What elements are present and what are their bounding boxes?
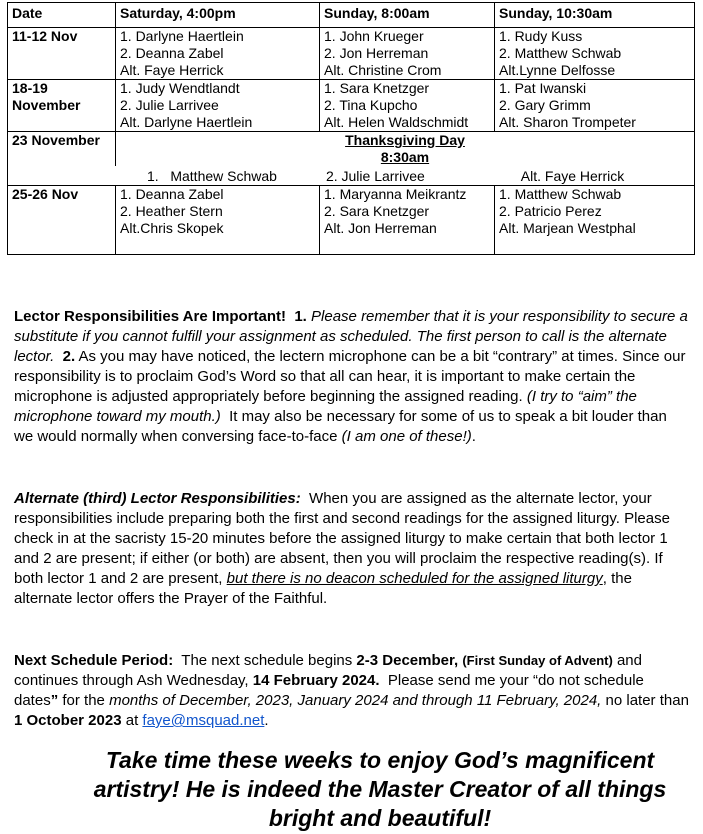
row-date: 18-19 November bbox=[8, 80, 116, 132]
sunday-1030am-readers: 1. Rudy Kuss 2. Matthew Schwab Alt.Lynne Delfosse bbox=[495, 28, 695, 80]
alternate-lector-paragraph: Alternate (third) Lector Responsibilities: When you are assigned as the alternate lector, your responsibilities include preparing both the first and second readings for the assigned liturgy. Please check in at the sacristy 15-20 minutes before the assigned liturgy to make certain that both lector 1 and 2 are present; if either (or both) are absent, then you will proclaim the respective reading(s). If both lector 1 and 2 are present, but there is no deacon scheduled for the assigned liturgy, the alternate lector offers the Prayer of the Faithful. bbox=[14, 490, 670, 607]
row-date: 11-12 Nov bbox=[8, 28, 116, 80]
sunday-8am-readers: 1. John Krueger 2. Jon Herreman Alt. Christine Crom bbox=[320, 28, 495, 80]
table-row bbox=[8, 28, 695, 80]
thanksgiving-reader-1: 1. Matthew Schwab bbox=[147, 168, 277, 184]
table-row bbox=[8, 186, 695, 255]
thanksgiving-row bbox=[8, 132, 695, 167]
thanksgiving-readers-row bbox=[8, 166, 695, 186]
sunday-1030am-readers: 1. Pat Iwanski 2. Gary Grimm Alt. Sharon Trompeter bbox=[495, 80, 695, 132]
thanksgiving-title: Thanksgiving Day bbox=[345, 132, 465, 148]
closing-message bbox=[60, 746, 700, 833]
header-sunday-1030am: Sunday, 10:30am bbox=[495, 3, 695, 28]
header-date: Date bbox=[8, 3, 116, 28]
thanksgiving-reader-alt: Alt. Faye Herrick bbox=[520, 168, 625, 184]
sunday-1030am-readers: 1. Matthew Schwab 2. Patricio Perez Alt. Marjean Westphal bbox=[495, 186, 695, 255]
paragraph-heading: Alternate (third) Lector Responsibilities: bbox=[14, 490, 301, 507]
thanksgiving-readers bbox=[8, 166, 695, 186]
saturday-readers: 1. Darlyne Haertlein 2. Deanna Zabel Alt. Faye Herrick bbox=[116, 28, 320, 80]
paragraph-heading: Lector Responsibilities Are Important! bbox=[14, 308, 286, 325]
underlined-phrase: but there is no deacon scheduled for the assigned liturgy bbox=[226, 570, 603, 587]
lector-responsibilities-paragraph: Lector Responsibilities Are Important! 1. Please remember that it is your responsibility to secure a substitute if you cannot fulfill your assignment as scheduled. The first person to call is the alternate lector. 2. As you may have noticed, the lectern microphone can be a bit “contrary” at times. Since our responsibility is to proclaim God’s Word so that all can hear, it is important to make certain the microphone is adjusted appropriately before beginning the assigned reading. (I try to “aim” the microphone toward my mouth.) It may also be necessary for some of us to speak a bit louder than we would normally when conversing face-to-face (I am one of these!). bbox=[14, 308, 688, 445]
paragraph-heading: Next Schedule Period: bbox=[14, 652, 174, 669]
email-link[interactable]: faye@msquad.net bbox=[142, 712, 265, 729]
sunday-8am-readers: 1. Maryanna Meikrantz 2. Sara Knetzger Alt. Jon Herreman bbox=[320, 186, 495, 255]
row-date: 25-26 Nov bbox=[8, 186, 116, 255]
closing-line: bright and beautiful! bbox=[268, 805, 492, 831]
sunday-8am-readers: 1. Sara Knetzger 2. Tina Kupcho Alt. Helen Waldschmidt bbox=[320, 80, 495, 132]
next-schedule-paragraph: Next Schedule Period: The next schedule begins 2-3 December, (First Sunday of Advent) and continues through Ash Wednesday, 14 February 2024. Please send me your “do not schedule dates” for the months of December, 2023, January 2024 and through 11 February, 2024, no later than 1 October 2023 at faye@msquad.net. bbox=[14, 652, 689, 729]
thanksgiving-time: 8:30am bbox=[380, 149, 430, 165]
closing-line: artistry! He is indeed the Master Creator of all things bbox=[93, 776, 667, 802]
header-saturday: Saturday, 4:00pm bbox=[116, 3, 320, 28]
header-sunday-8am: Sunday, 8:00am bbox=[320, 3, 495, 28]
lector-schedule-table bbox=[7, 2, 695, 255]
saturday-readers: 1. Judy Wendtlandt 2. Julie Larrivee Alt. Darlyne Haertlein bbox=[116, 80, 320, 132]
saturday-readers: 1. Deanna Zabel 2. Heather Stern Alt.Chris Skopek bbox=[116, 186, 320, 255]
table-row bbox=[8, 80, 695, 132]
thanksgiving-cell bbox=[116, 132, 695, 167]
thanksgiving-reader-2: 2. Julie Larrivee bbox=[325, 168, 425, 184]
row-date: 23 November bbox=[8, 132, 116, 167]
closing-line: Take time these weeks to enjoy God’s magnificent bbox=[105, 747, 655, 773]
table-header-row bbox=[8, 3, 695, 28]
